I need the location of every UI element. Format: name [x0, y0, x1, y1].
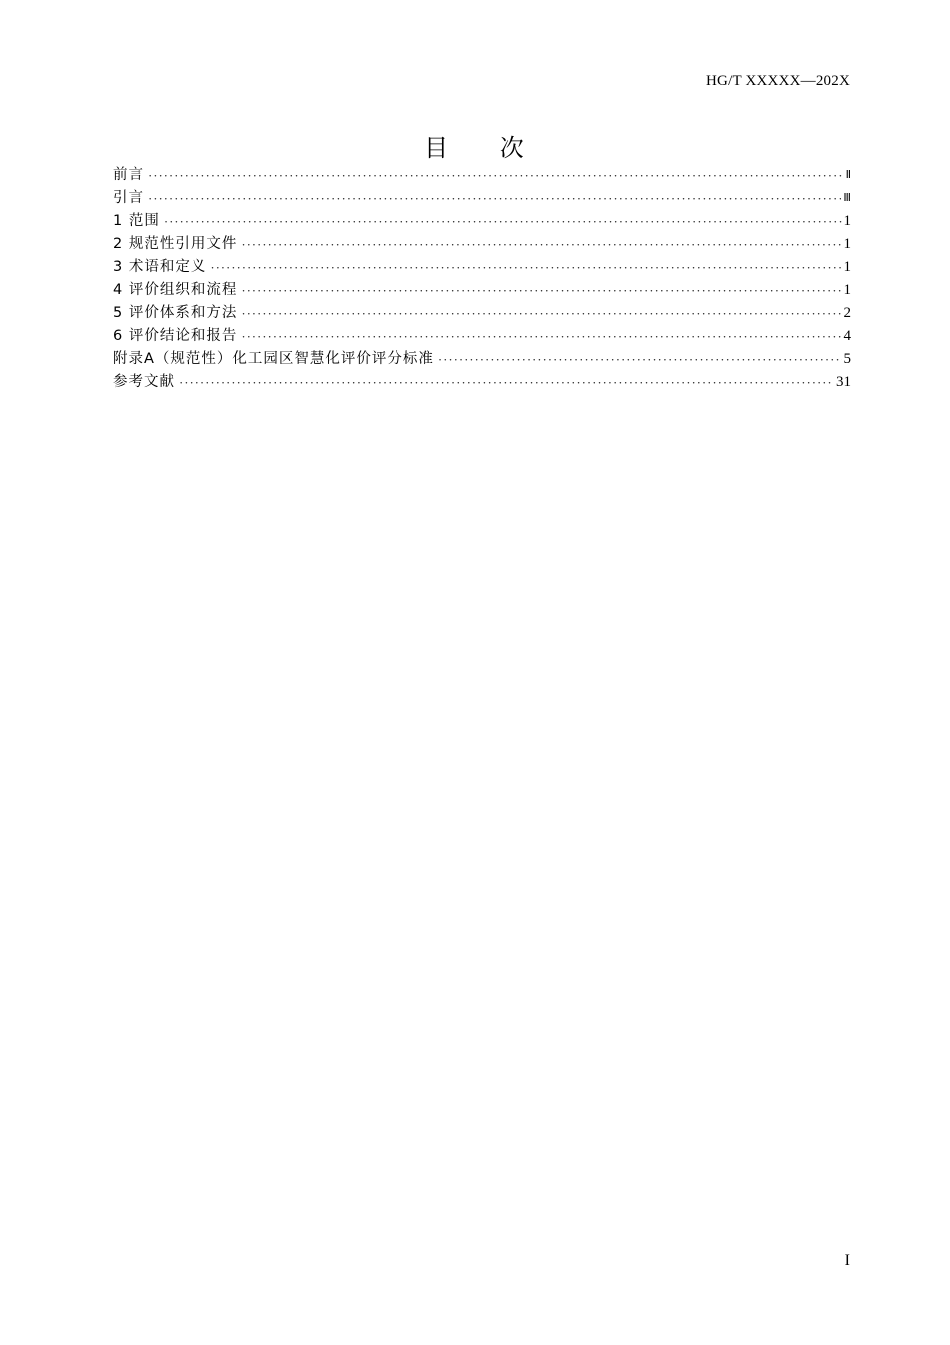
toc-entry-normative-references[interactable]: [113, 231, 851, 254]
dot-leader: [438, 350, 842, 369]
dot-leader: [210, 258, 841, 277]
toc-entry-page: 1: [843, 236, 851, 252]
toc-entry-evaluation-organization[interactable]: [113, 277, 851, 300]
table-of-contents: [113, 162, 851, 392]
toc-entry-label: 引言: [113, 190, 144, 206]
toc-entry-label: 附录A（规范性）化工园区智慧化评价评分标准: [113, 351, 434, 367]
standard-code: HG/T XXXXX—202X: [706, 73, 850, 89]
toc-entry-appendix-a[interactable]: [113, 346, 851, 369]
dot-leader: [148, 189, 841, 208]
toc-entry-page: 4: [843, 328, 851, 344]
dot-leader: [164, 212, 842, 231]
dot-leader: [148, 166, 844, 185]
toc-entry-bibliography[interactable]: [113, 369, 851, 392]
toc-entry-page: 31: [836, 374, 851, 390]
toc-entry-label: 5 评价体系和方法: [113, 305, 238, 321]
dot-leader: [241, 327, 841, 346]
toc-entry-evaluation-conclusion[interactable]: [113, 323, 851, 346]
toc-entry-page: 2: [843, 305, 851, 321]
toc-entry-label: 1 范围: [113, 213, 160, 229]
toc-entry-label: 参考文献: [113, 374, 175, 390]
toc-entry-label: 前言: [113, 167, 144, 183]
toc-entry-evaluation-system[interactable]: [113, 300, 851, 323]
dot-leader: [241, 281, 841, 300]
toc-entry-scope[interactable]: [113, 208, 851, 231]
dot-leader: [241, 304, 841, 323]
toc-entry-label: 6 评价结论和报告: [113, 328, 238, 344]
toc-entry-page: 5: [843, 351, 851, 367]
dot-leader: [241, 235, 841, 254]
toc-entry-page: 1: [843, 213, 851, 229]
toc-entry-foreword[interactable]: [113, 162, 851, 185]
toc-entry-page: 1: [843, 259, 851, 275]
toc-entry-label: 2 规范性引用文件: [113, 236, 238, 252]
toc-entry-label: 3 术语和定义: [113, 259, 207, 275]
toc-entry-terms-definitions[interactable]: [113, 254, 851, 277]
toc-entry-page: Ⅲ: [843, 192, 851, 204]
toc-entry-page: Ⅱ: [845, 169, 851, 181]
toc-entry-label: 4 评价组织和流程: [113, 282, 238, 298]
toc-entry-introduction[interactable]: [113, 185, 851, 208]
toc-entry-page: 1: [843, 282, 851, 298]
page-number: I: [844, 1252, 850, 1269]
dot-leader: [179, 373, 834, 392]
toc-title: 目 次: [424, 134, 546, 162]
